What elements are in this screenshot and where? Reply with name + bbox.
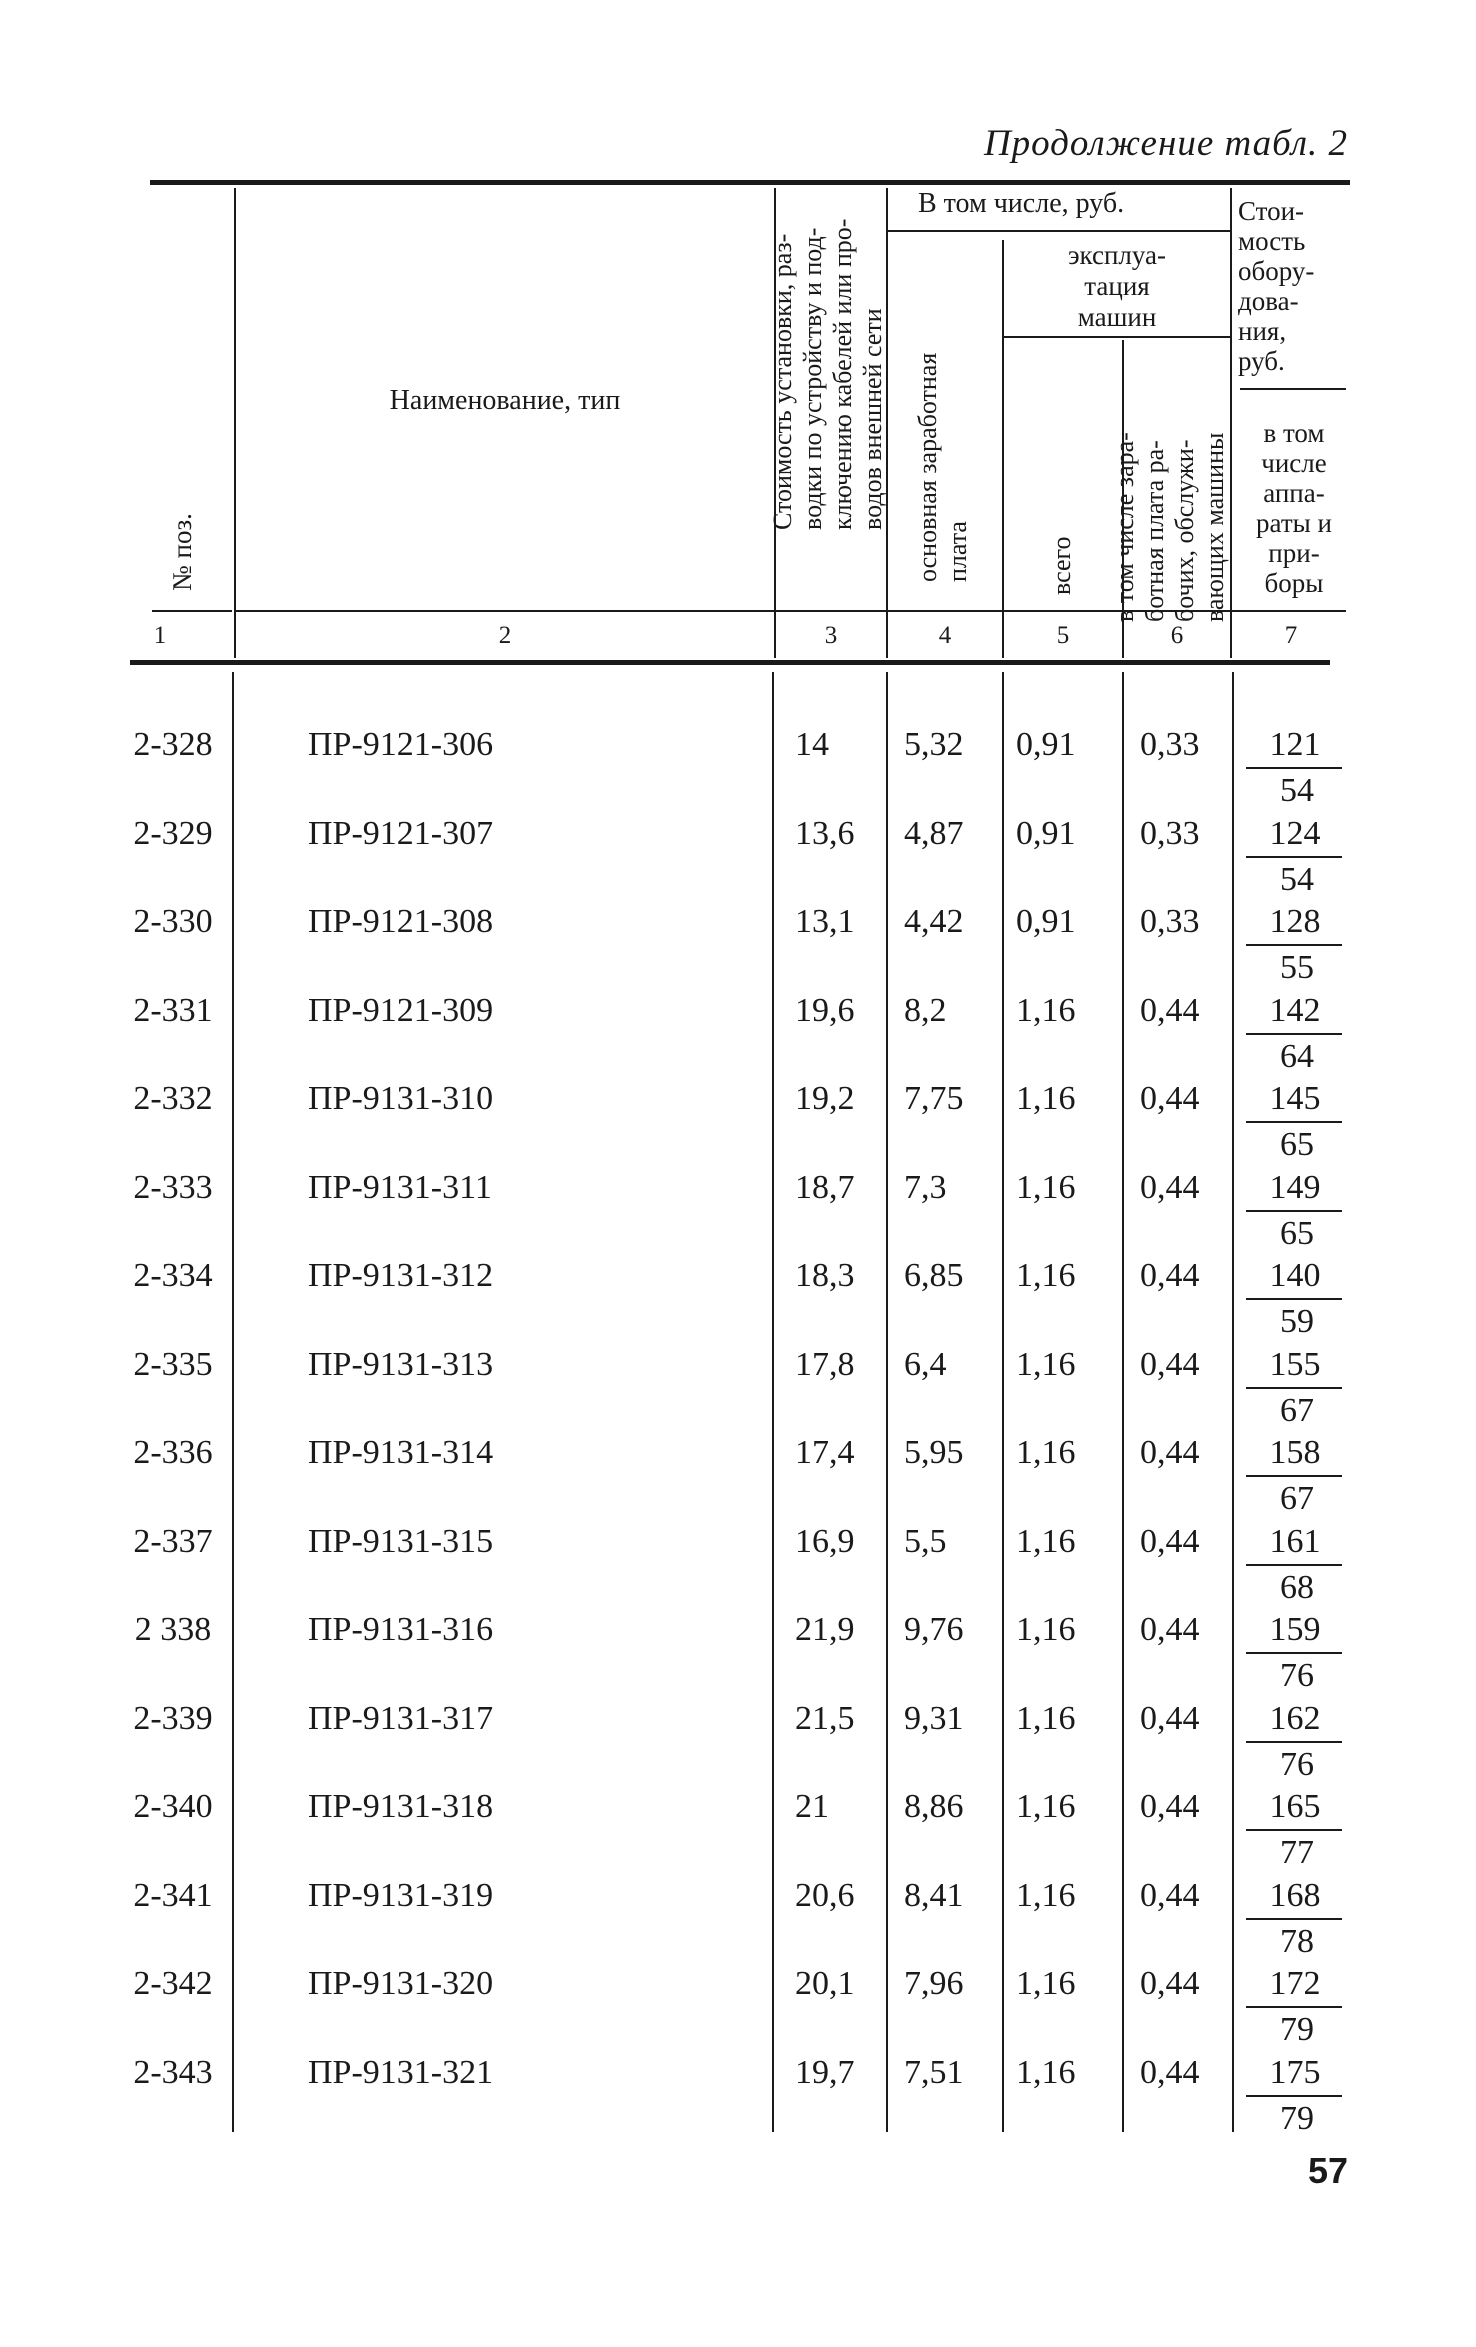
- row-devices: 67: [1280, 1391, 1314, 1429]
- row-mach-wage: 0,44: [1140, 1257, 1200, 1294]
- row-devices: 64: [1280, 1037, 1314, 1075]
- row-devices: 65: [1280, 1126, 1314, 1163]
- header-install-line: ключению кабелей или про-: [828, 218, 857, 530]
- row-install: 18,7: [795, 1168, 855, 1206]
- row-pos: 2-339: [133, 1699, 213, 1737]
- row-pos: 2-330: [133, 903, 213, 940]
- exploitation-underline: [1004, 336, 1230, 338]
- row-name: ПР-9131-315: [308, 1522, 494, 1560]
- table-caption: Продолжение табл. 2: [983, 123, 1348, 164]
- row-equipment: 140: [1269, 1257, 1321, 1294]
- row-wage: 5,32: [904, 726, 964, 763]
- row-name: ПР-9121-306: [308, 726, 494, 763]
- column-number: 1: [153, 622, 167, 649]
- row-wage: 6,85: [904, 1257, 964, 1294]
- header-equipment: [1234, 196, 1346, 376]
- header-install-line: водки по устройству и под-: [798, 227, 827, 530]
- header-bottom-rule: [130, 660, 1330, 665]
- fraction-line: [1246, 1829, 1342, 1831]
- fraction-line: [1246, 1564, 1342, 1566]
- row-devices: 76: [1280, 1745, 1314, 1783]
- header-exploitation: [1004, 240, 1230, 333]
- row-devices: 54: [1280, 860, 1314, 898]
- row-name: ПР-9121-307: [308, 814, 494, 852]
- fraction-line: [1246, 1387, 1342, 1389]
- row-wage: 5,95: [904, 1434, 964, 1471]
- row-equipment: 159: [1269, 1611, 1321, 1648]
- row-name: ПР-9131-321: [308, 2053, 494, 2091]
- row-equipment: 158: [1269, 1434, 1321, 1471]
- column-number: 2: [498, 622, 512, 649]
- row-wage: 7,96: [904, 1965, 964, 2002]
- row-total: 0,91: [1016, 903, 1076, 940]
- header-mach-wage-block: [1110, 362, 1230, 622]
- body-divider-2: [772, 672, 774, 2132]
- fraction-line: [1246, 1741, 1342, 1743]
- row-name: ПР-9121-309: [308, 991, 494, 1029]
- row-devices: 77: [1280, 1834, 1314, 1871]
- column-numbers-rule-left: [152, 610, 232, 612]
- header-wage-line: плата: [943, 521, 972, 582]
- column-number: 6: [1170, 622, 1184, 649]
- header-devices-line: раты и: [1256, 508, 1332, 538]
- column-number: 7: [1284, 622, 1298, 649]
- row-mach-wage: 0,44: [1140, 1965, 1200, 2002]
- row-devices: 55: [1280, 949, 1314, 986]
- header-mach-wage-line: вающих машины: [1200, 432, 1229, 622]
- header-equipment-line: дова-: [1238, 286, 1299, 316]
- group-underline: [888, 230, 1230, 232]
- row-total: 1,16: [1016, 2053, 1076, 2091]
- row-name: ПР-9131-312: [308, 1257, 494, 1294]
- row-mach-wage: 0,44: [1140, 1168, 1200, 1206]
- header-group: В том числе, руб.: [918, 188, 1125, 219]
- row-name: ПР-9131-314: [308, 1434, 494, 1471]
- row-total: 1,16: [1016, 1699, 1076, 1737]
- row-wage: 4,87: [904, 814, 964, 852]
- row-equipment: 161: [1269, 1522, 1321, 1560]
- header-devices-line: в том: [1263, 418, 1325, 448]
- header-install-block: [768, 130, 888, 530]
- row-name: ПР-9131-320: [308, 1965, 494, 2002]
- header-install-line: Стоимость установки, раз-: [768, 233, 797, 530]
- fraction-line: [1246, 1298, 1342, 1300]
- row-total: 1,16: [1016, 991, 1076, 1029]
- row-pos: 2-334: [133, 1257, 213, 1294]
- row-name: ПР-9131-319: [308, 1876, 494, 1914]
- row-mach-wage: 0,44: [1140, 1788, 1200, 1825]
- header-equipment-line: руб.: [1238, 346, 1285, 376]
- row-devices: 79: [1280, 2011, 1314, 2048]
- row-devices: 54: [1280, 772, 1314, 809]
- fraction-line: [1246, 944, 1342, 946]
- row-install: 13,1: [795, 903, 855, 940]
- row-equipment: 145: [1269, 1080, 1321, 1117]
- header-total: всего: [1047, 536, 1076, 595]
- row-devices: 67: [1280, 1480, 1314, 1517]
- row-equipment: 149: [1269, 1168, 1321, 1206]
- header-divider-6: [1230, 188, 1232, 658]
- row-equipment: 162: [1269, 1699, 1321, 1737]
- row-pos: 2-341: [133, 1876, 213, 1914]
- row-install: 14: [795, 726, 829, 763]
- row-wage: 5,5: [904, 1522, 947, 1560]
- row-pos: 2-337: [133, 1522, 213, 1560]
- row-mach-wage: 0,33: [1140, 903, 1200, 940]
- row-total: 1,16: [1016, 1788, 1076, 1825]
- row-equipment: 168: [1269, 1876, 1321, 1914]
- row-pos: 2-335: [133, 1345, 213, 1383]
- row-equipment: 172: [1269, 1965, 1321, 2002]
- row-total: 1,16: [1016, 1611, 1076, 1648]
- row-install: 16,9: [795, 1522, 855, 1560]
- fraction-line: [1246, 1121, 1342, 1123]
- row-total: 1,16: [1016, 1080, 1076, 1117]
- row-install: 19,6: [795, 991, 855, 1029]
- row-install: 20,6: [795, 1876, 855, 1914]
- row-total: 0,91: [1016, 726, 1076, 763]
- row-devices: 78: [1280, 1922, 1314, 1960]
- header-equipment-line: мость: [1238, 226, 1306, 256]
- header-mach-wage-line: в том числе зара-: [1110, 432, 1139, 622]
- header-mach-wage-line: ботная плата ра-: [1140, 440, 1169, 622]
- column-number: 4: [938, 622, 952, 649]
- row-mach-wage: 0,44: [1140, 1080, 1200, 1117]
- row-mach-wage: 0,44: [1140, 1876, 1200, 1914]
- row-total: 0,91: [1016, 814, 1076, 852]
- row-name: ПР-9131-311: [308, 1168, 492, 1206]
- header-pos: № поз.: [167, 513, 197, 591]
- page-number: 57: [1307, 2150, 1348, 2191]
- row-name: ПР-9121-308: [308, 903, 494, 940]
- fraction-line: [1246, 2006, 1342, 2008]
- row-equipment: 124: [1269, 814, 1321, 852]
- row-wage: 8,86: [904, 1788, 964, 1825]
- row-mach-wage: 0,44: [1140, 1611, 1200, 1648]
- row-install: 17,4: [795, 1434, 855, 1471]
- row-equipment: 142: [1269, 991, 1321, 1029]
- row-pos: 2-343: [133, 2053, 213, 2091]
- row-devices: 76: [1280, 1657, 1314, 1694]
- header-exploitation-line: машин: [1077, 302, 1157, 332]
- row-total: 1,16: [1016, 1876, 1076, 1914]
- row-mach-wage: 0,44: [1140, 1345, 1200, 1383]
- row-wage: 8,41: [904, 1876, 964, 1914]
- fraction-line: [1246, 767, 1342, 769]
- row-devices: 68: [1280, 1568, 1314, 1606]
- body-divider-6: [1232, 672, 1234, 2132]
- row-total: 1,16: [1016, 1522, 1076, 1560]
- row-devices: 79: [1280, 2099, 1314, 2137]
- header-install-line: водов внешней сети: [858, 308, 887, 530]
- body-divider-4: [1002, 672, 1004, 2132]
- row-mach-wage: 0,44: [1140, 991, 1200, 1029]
- header-devices-line: при-: [1268, 538, 1320, 568]
- header-exploitation-line: тация: [1084, 271, 1150, 301]
- row-mach-wage: 0,44: [1140, 1699, 1200, 1737]
- row-devices: 65: [1280, 1214, 1314, 1252]
- header-equipment-line: Стои-: [1238, 196, 1305, 226]
- row-wage: 7,3: [904, 1168, 947, 1206]
- fraction-line: [1246, 1918, 1342, 1920]
- row-install: 19,7: [795, 2053, 855, 2091]
- row-pos: 2-336: [133, 1434, 213, 1471]
- header-devices-line: аппа-: [1263, 478, 1325, 508]
- header-divider-1: [234, 188, 236, 658]
- row-install: 19,2: [795, 1080, 855, 1117]
- row-install: 21: [795, 1788, 829, 1825]
- body-divider-1: [232, 672, 234, 2132]
- row-install: 21,9: [795, 1611, 855, 1648]
- fraction-line: [1246, 2095, 1342, 2097]
- row-mach-wage: 0,33: [1140, 726, 1200, 763]
- fraction-line: [1246, 1475, 1342, 1477]
- row-pos: 2-332: [133, 1080, 213, 1117]
- row-name: ПР-9131-316: [308, 1611, 494, 1648]
- row-wage: 4,42: [904, 903, 964, 940]
- body-divider-3: [886, 672, 888, 2132]
- row-total: 1,16: [1016, 1257, 1076, 1294]
- fraction-line: [1246, 1210, 1342, 1212]
- column-number: 5: [1056, 622, 1070, 649]
- fraction-line: [1246, 1652, 1342, 1654]
- row-name: ПР-9131-310: [308, 1080, 494, 1117]
- row-equipment: 175: [1269, 2053, 1321, 2091]
- header-name: Наименование, тип: [389, 385, 621, 416]
- equipment-underline: [1240, 388, 1346, 390]
- row-total: 1,16: [1016, 1965, 1076, 2002]
- row-install: 17,8: [795, 1345, 855, 1383]
- header-exploitation-line: эксплуа-: [1067, 240, 1167, 270]
- header-devices-line: числе: [1261, 448, 1327, 478]
- header-wage-line: основная заработная: [913, 352, 942, 582]
- row-mach-wage: 0,44: [1140, 1522, 1200, 1560]
- row-name: ПР-9131-317: [308, 1699, 494, 1737]
- row-pos: 2 338: [134, 1611, 212, 1648]
- row-mach-wage: 0,33: [1140, 814, 1200, 852]
- row-wage: 8,2: [904, 991, 947, 1029]
- row-equipment: 165: [1269, 1788, 1321, 1825]
- row-pos: 2-333: [133, 1168, 213, 1206]
- row-name: ПР-9131-318: [308, 1788, 494, 1825]
- row-devices: 59: [1280, 1303, 1314, 1340]
- row-total: 1,16: [1016, 1168, 1076, 1206]
- row-install: 18,3: [795, 1257, 855, 1294]
- row-total: 1,16: [1016, 1345, 1076, 1383]
- row-wage: 7,75: [904, 1080, 964, 1117]
- header-mach-wage-line: бочих, обслужи-: [1170, 439, 1199, 622]
- header-devices: [1240, 418, 1348, 598]
- row-pos: 2-329: [133, 814, 213, 852]
- row-install: 21,5: [795, 1699, 855, 1737]
- row-pos: 2-331: [133, 991, 213, 1029]
- row-wage: 6,4: [904, 1345, 947, 1383]
- row-total: 1,16: [1016, 1434, 1076, 1471]
- row-mach-wage: 0,44: [1140, 1434, 1200, 1471]
- row-wage: 7,51: [904, 2053, 964, 2091]
- header-top-rule: [150, 180, 1350, 185]
- header-devices-line: боры: [1264, 568, 1324, 598]
- body-divider-5: [1122, 672, 1124, 2132]
- row-equipment: 121: [1269, 726, 1321, 763]
- row-install: 13,6: [795, 814, 855, 852]
- row-name: ПР-9131-313: [308, 1345, 494, 1383]
- fraction-line: [1246, 856, 1342, 858]
- column-number: 3: [824, 622, 838, 649]
- row-pos: 2-328: [133, 726, 213, 763]
- row-mach-wage: 0,44: [1140, 2053, 1200, 2091]
- row-pos: 2-342: [133, 1965, 213, 2002]
- header-equipment-line: обору-: [1238, 256, 1315, 286]
- row-install: 20,1: [795, 1965, 855, 2002]
- row-pos: 2-340: [133, 1788, 213, 1825]
- row-wage: 9,76: [904, 1611, 964, 1648]
- row-equipment: 155: [1269, 1345, 1321, 1383]
- row-wage: 9,31: [904, 1699, 964, 1737]
- row-equipment: 128: [1269, 903, 1321, 940]
- header-wage-block: [913, 282, 977, 582]
- header-equipment-line: ния,: [1238, 316, 1287, 346]
- fraction-line: [1246, 1033, 1342, 1035]
